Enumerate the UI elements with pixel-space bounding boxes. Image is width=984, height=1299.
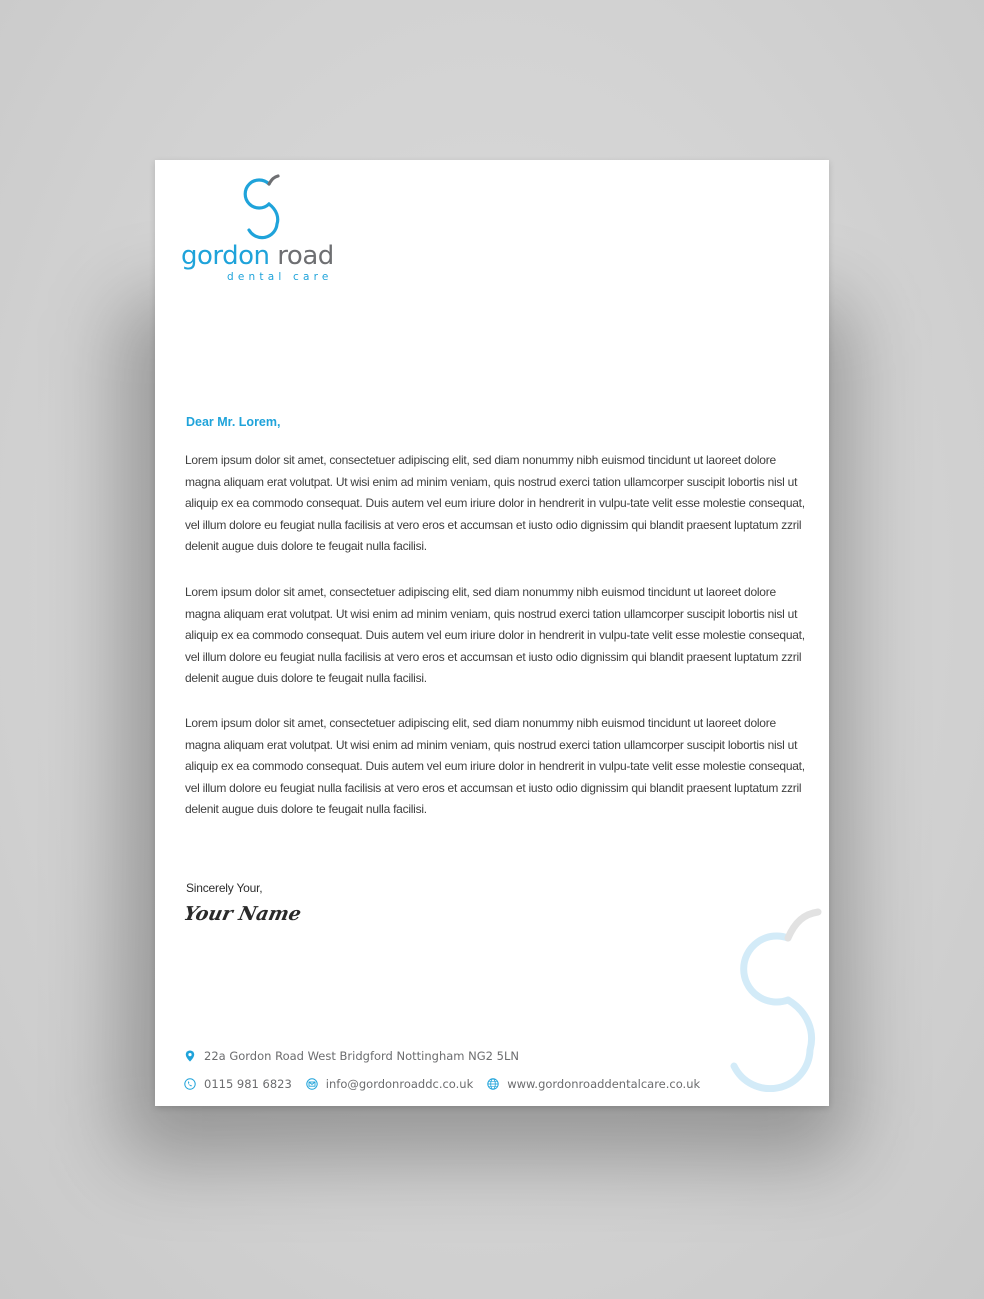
- footer-address: [184, 1049, 519, 1063]
- g-logo-icon: [241, 172, 281, 240]
- footer-address-row: [184, 1048, 533, 1064]
- signature: Your Name: [181, 903, 304, 925]
- email-text: info@gordonroaddc.co.uk: [325, 1077, 474, 1091]
- logo-tagline: dental care: [227, 271, 333, 283]
- address-text: 22a Gordon Road West Bridgford Nottingham NG2 5LN: [204, 1049, 519, 1063]
- footer-phone: [184, 1077, 292, 1091]
- paragraph-3: Lorem ipsum dolor sit amet, consectetuer adipiscing elit, sed diam nonummy nibh euismod tincidunt ut laoreet dolore magna aliquam erat volutpat. Ut wisi enim ad minim veniam, quis nostrud exerci tation ullamcorper suscipit lobortis nisl ut aliquip ex ea commodo consequat. Duis autem vel eum iriure dolor in hendrerit in vulpu-tate velit esse molestie consequat, vel illum dolore eu feugiat nulla facilisis at vero eros et accumsan et iusto odio dignissim qui blandit praesent luptatum zzril delenit augue duis dolore te feugait nulla facilisi.: [185, 716, 805, 816]
- email-icon: [306, 1078, 318, 1090]
- phone-icon: [184, 1078, 196, 1090]
- paragraph-1: Lorem ipsum dolor sit amet, consectetuer adipiscing elit, sed diam nonummy nibh euismod tincidunt ut laoreet dolore magna aliquam erat volutpat. Ut wisi enim ad minim veniam, quis nostrud exerci tation ullamcorper suscipit lobortis nisl ut aliquip ex ea commodo consequat. Duis autem vel eum iriure dolor in hendrerit in vulpu-tate velit esse molestie consequat, vel illum dolore eu feugiat nulla facilisis at vero eros et accumsan et iusto odio dignissim qui blandit praesent luptatum zzril delenit augue duis dolore te feugait nulla facilisi.: [185, 453, 805, 553]
- globe-icon: [487, 1078, 499, 1090]
- logo-wordmark: [181, 242, 334, 270]
- g-watermark-icon: [720, 908, 824, 1092]
- logo-name-part2: road: [269, 241, 334, 271]
- footer-email: [306, 1077, 473, 1091]
- website-text: www.gordonroaddentalcare.co.uk: [507, 1077, 701, 1091]
- footer-contact-row: [184, 1076, 714, 1092]
- logo-name-part1: gordon: [181, 241, 270, 271]
- footer-website: [487, 1077, 700, 1091]
- letterhead-sheet: [155, 160, 829, 1106]
- paragraph-2: Lorem ipsum dolor sit amet, consectetuer adipiscing elit, sed diam nonummy nibh euismod tincidunt ut laoreet dolore magna aliquam erat volutpat. Ut wisi enim ad minim veniam, quis nostrud exerci tation ullamcorper suscipit lobortis nisl ut aliquip ex ea commodo consequat. Duis autem vel eum iriure dolor in hendrerit in vulpu-tate velit esse molestie consequat, vel illum dolore eu feugiat nulla facilisis at vero eros et accumsan et iusto odio dignissim qui blandit praesent luptatum zzril delenit augue duis dolore te feugait nulla facilisi.: [185, 585, 805, 685]
- salutation: Dear Mr. Lorem,: [186, 415, 281, 429]
- phone-text: 0115 981 6823: [204, 1077, 292, 1091]
- location-pin-icon: [184, 1050, 196, 1062]
- company-logo: [181, 172, 351, 282]
- closing: Sincerely Your,: [186, 881, 263, 895]
